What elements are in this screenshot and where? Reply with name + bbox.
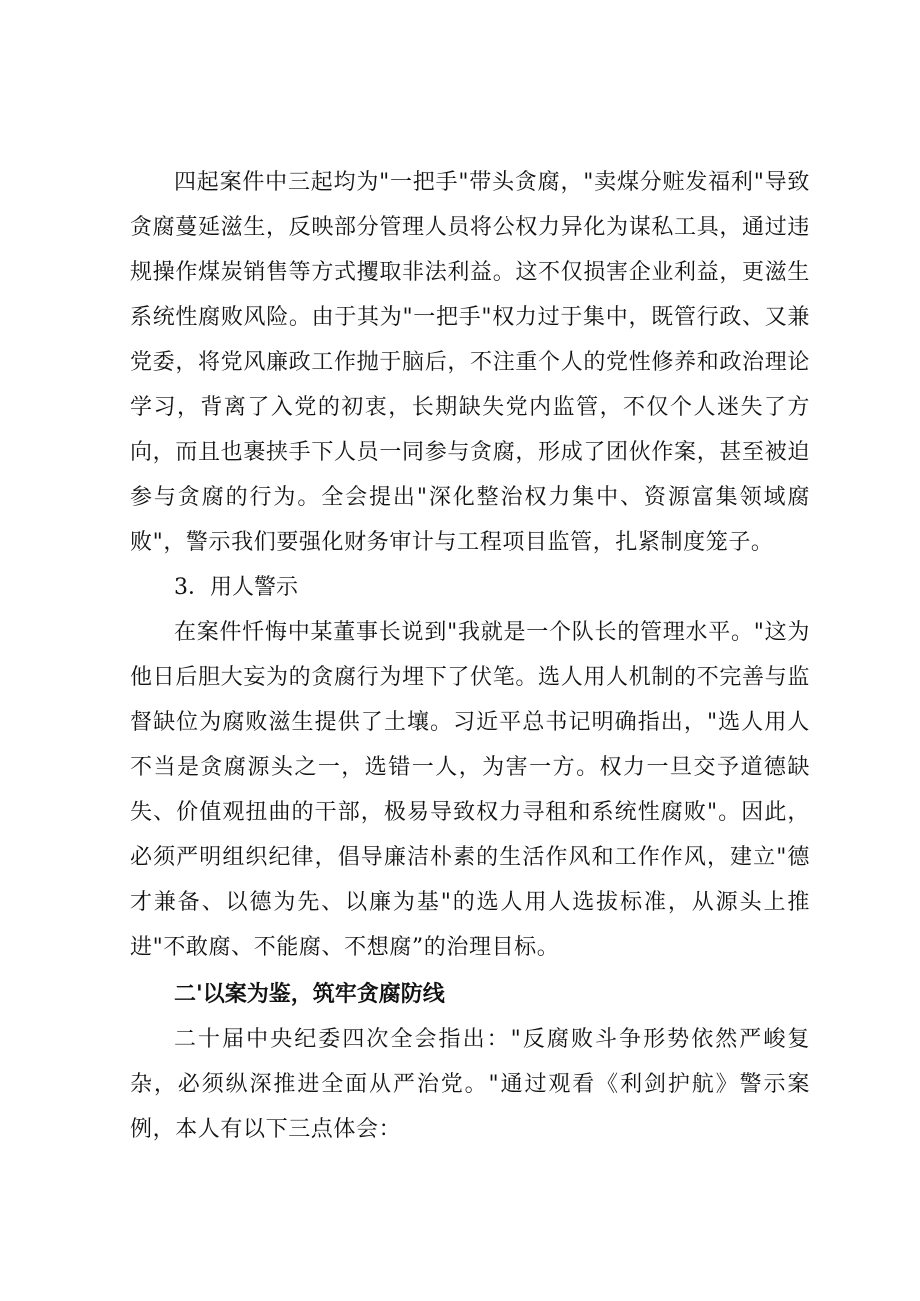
paragraph-personnel-warning: 在案件忏悔中某董事长说到"我就是一个队长的管理水平。"这为他日后胆大妄为的贪腐行为埋下了伏笔。选人用人机制的不完善与监督缺位为腐败滋生提供了土壤。习近平总书记明确指出，"选人用人不当是贪腐源头之一，选错一人，为害一方。权力一旦交予道德缺失、价值观扭曲的干部，极易导致权力寻租和系统性腐败"。因此，必须严明组织纪律，倡导廉洁朴素的生活作风和工作作风，建立"德才兼备、以德为先、以廉为基"的选人用人选拔标准，从源头上推进"不敢腐、不能腐、不想腐”的治理目标。: [130, 620, 810, 960]
section-heading-two: 二'以案为鉴，筑牢贪腐防线: [174, 982, 445, 1007]
document-body: [130, 160, 810, 1152]
paragraph-case-analysis: 四起案件中三起均为"一把手"带头贪腐，"卖煤分赃发福利"导致贪腐蔓延滋生，反映部分管理人员将公权力异化为谋私工具，通过违规操作煤炭销售等方式攫取非法利益。这不仅损害企业利益，更滋生系统性腐败风险。由于其为"一把手"权力过于集中，既管行政、又兼党委，将党风廉政工作抛于脑后，不注重个人的党性修养和政治理论学习，背离了入党的初衷，长期缺失党内监管，不仅个人迷失了方向，而且也裹挟手下人员一同参与贪腐，形成了团伙作案，甚至被迫参与贪腐的行为。全会提出"深化整治权力集中、资源富集领域腐败"，警示我们要强化财务审计与工程项目监管，扎紧制度笼子。: [130, 170, 810, 555]
subheading-personnel-warning: 3．用人警示: [174, 575, 298, 600]
paragraph-plenary-remarks: 二十届中央纪委四次全会指出："反腐败斗争形势依然严峻复杂，必须纵深推进全面从严治党。"通过观看《利剑护航》警示案例，本人有以下三点体会：: [130, 1027, 810, 1142]
